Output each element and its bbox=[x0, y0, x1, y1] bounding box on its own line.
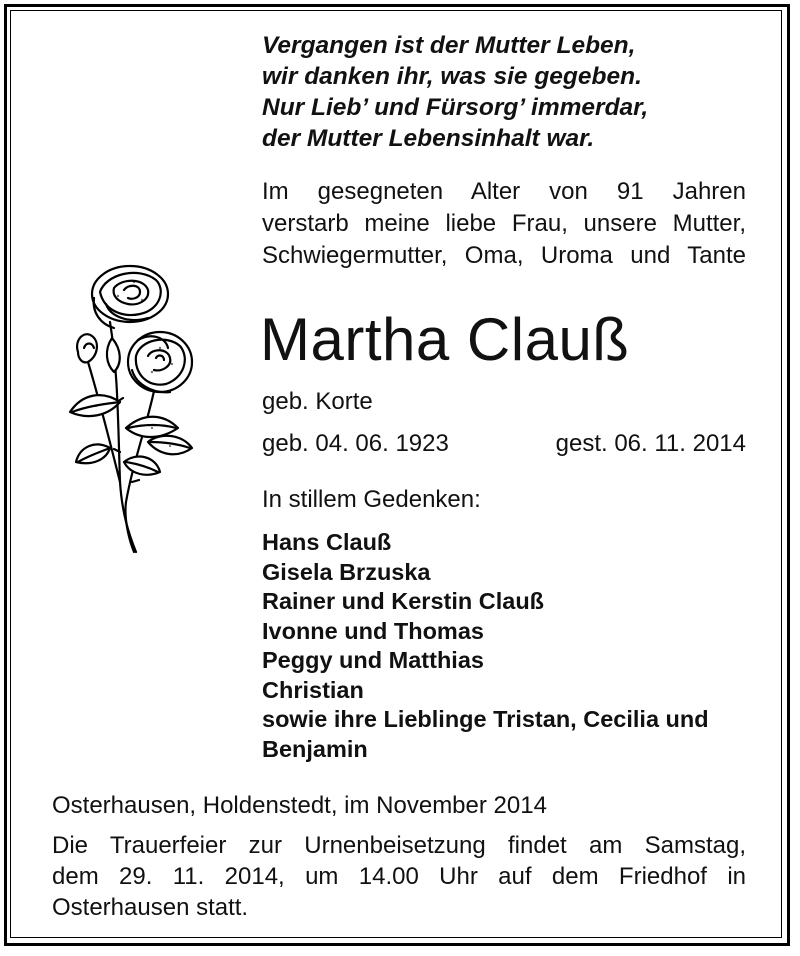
ceremony-line: dem 29. 11. 2014, um 14.00 Uhr auf dem Friedhof in bbox=[52, 863, 746, 890]
poem-line: Nur Lieb’ und Fürsorg’ immerdar, bbox=[262, 94, 649, 121]
mourner-item: Ivonne und Thomas bbox=[262, 617, 484, 644]
mourner-item: Benjamin bbox=[262, 735, 368, 762]
poem-line: Vergangen ist der Mutter Leben, bbox=[262, 32, 636, 59]
mourner-item: Rainer und Kerstin Clauß bbox=[262, 588, 545, 614]
mourner-item: Hans Clauß bbox=[262, 529, 392, 555]
mourner-item: Christian bbox=[262, 676, 364, 703]
memorial-poem bbox=[262, 30, 762, 154]
life-dates bbox=[262, 428, 746, 460]
birth-date: geb. 04. 06. 1923 bbox=[262, 430, 449, 457]
deceased-name: Martha Clauß bbox=[260, 306, 630, 373]
poem-line: der Mutter Lebensinhalt war. bbox=[262, 125, 595, 152]
rose-illustration-icon bbox=[48, 252, 208, 562]
mourner-item: sowie ihre Lieblinge Tristan, Cecilia und bbox=[262, 706, 709, 732]
maiden-name: geb. Korte bbox=[262, 388, 373, 415]
ceremony-line: Die Trauerfeier zur Urnenbeisetzung findet am Samstag, bbox=[52, 832, 746, 859]
ceremony-line: Osterhausen statt. bbox=[52, 894, 249, 921]
mourners-list bbox=[262, 528, 752, 764]
ceremony-notice bbox=[52, 830, 746, 923]
intro-line: Im gesegneten Alter von 91 Jahren bbox=[262, 178, 746, 205]
mourner-item: Gisela Brzuska bbox=[262, 558, 431, 585]
intro-text bbox=[262, 176, 746, 272]
intro-line: verstarb meine liebe Frau, unsere Mutter, bbox=[262, 210, 746, 237]
intro-line: Schwiegermutter, Oma, Uroma und Tante bbox=[262, 242, 746, 269]
mourner-item: Peggy und Matthias bbox=[262, 647, 484, 673]
place-and-date: Osterhausen, Holdenstedt, im November 2014 bbox=[52, 792, 547, 819]
poem-line: wir danken ihr, was sie gegeben. bbox=[262, 63, 642, 90]
leaf bbox=[107, 338, 120, 372]
memory-heading: In stillem Gedenken: bbox=[262, 486, 481, 513]
death-date: gest. 06. 11. 2014 bbox=[555, 430, 746, 457]
